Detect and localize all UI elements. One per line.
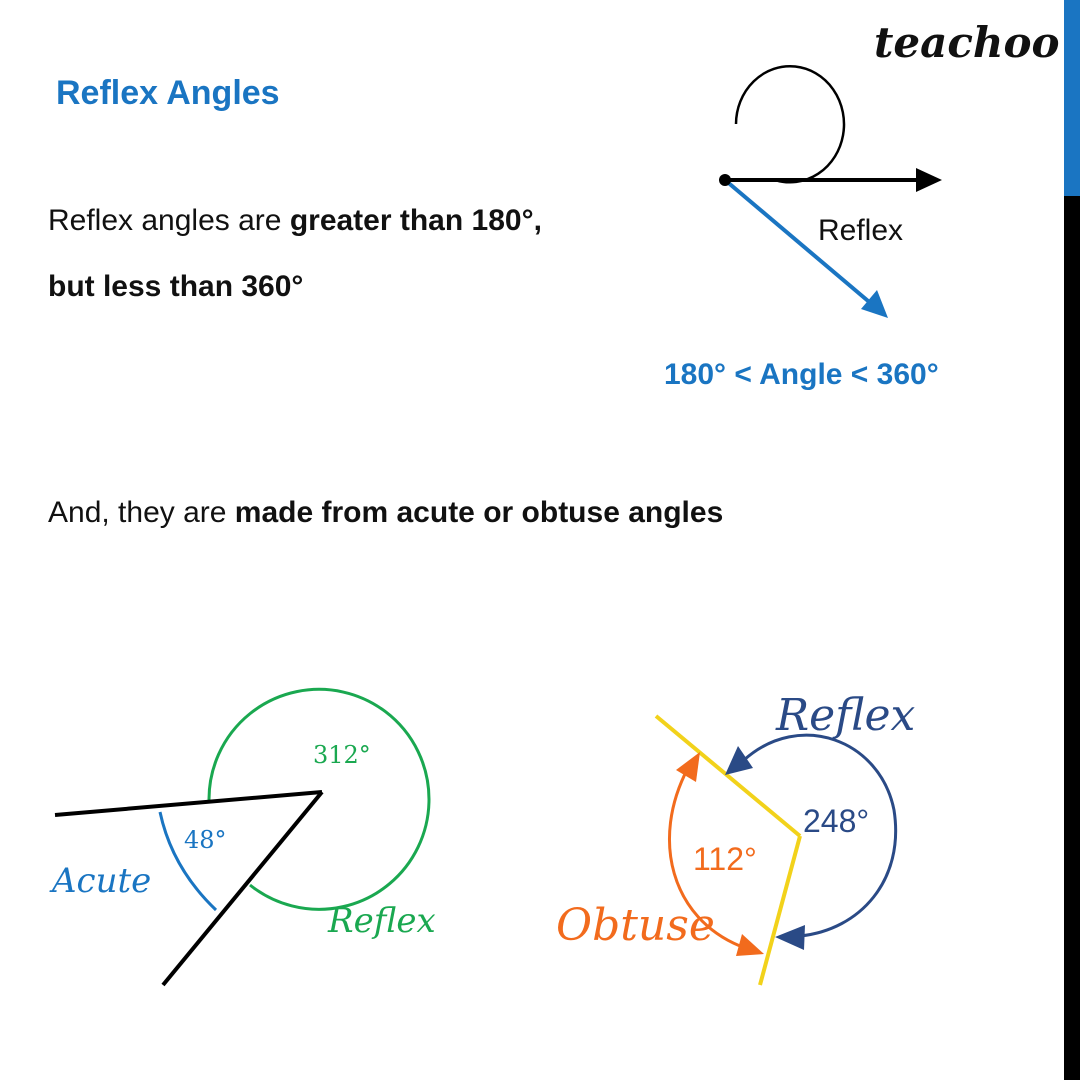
composition-text: And, they are [48, 496, 235, 529]
vertex-dot [719, 174, 731, 186]
yellow-arm-lower [760, 836, 800, 985]
obtuse-112-value: 112° [693, 841, 757, 877]
acute-label: Acute [52, 861, 152, 901]
definition-emphasis: greater than 180°, [289, 204, 542, 237]
horizontal-arrowhead [916, 168, 942, 192]
page-title: Reflex Angles [56, 74, 280, 112]
reflex-label: Reflex [818, 214, 904, 247]
angle-range-label: 180° < Angle < 360° [664, 358, 939, 391]
blue-arrowhead [861, 290, 888, 318]
obtuse-arrowhead-top [676, 752, 700, 782]
definition-emphasis: but less than 360° [48, 270, 304, 303]
reflex-248-value: 248° [803, 803, 870, 839]
composition-emphasis: made from acute or obtuse angles [234, 496, 724, 529]
reflex-312-value: 312° [313, 741, 371, 769]
obtuse-reflex-figure [556, 690, 916, 985]
acute-reflex-figure [49, 689, 436, 985]
angle-arm-left [55, 792, 322, 815]
reflex-label-green: Reflex [328, 901, 436, 941]
teachoo-logo: teachoo [874, 18, 1060, 67]
acute-48-value: 48° [184, 826, 227, 854]
side-bar-accent [1064, 0, 1080, 196]
reflex-arrowhead-bottom [775, 925, 805, 950]
definition-text: Reflex angles are [48, 204, 290, 237]
obtuse-label: Obtuse [556, 900, 715, 951]
reflex-label-navy: Reflex [776, 690, 916, 741]
obtuse-arrowhead-bottom [736, 934, 764, 956]
reflex-definition-figure [664, 66, 942, 391]
reflex-arrowhead-top [725, 746, 753, 775]
angle-arm-down [163, 792, 322, 985]
reflex-arc [736, 66, 844, 182]
